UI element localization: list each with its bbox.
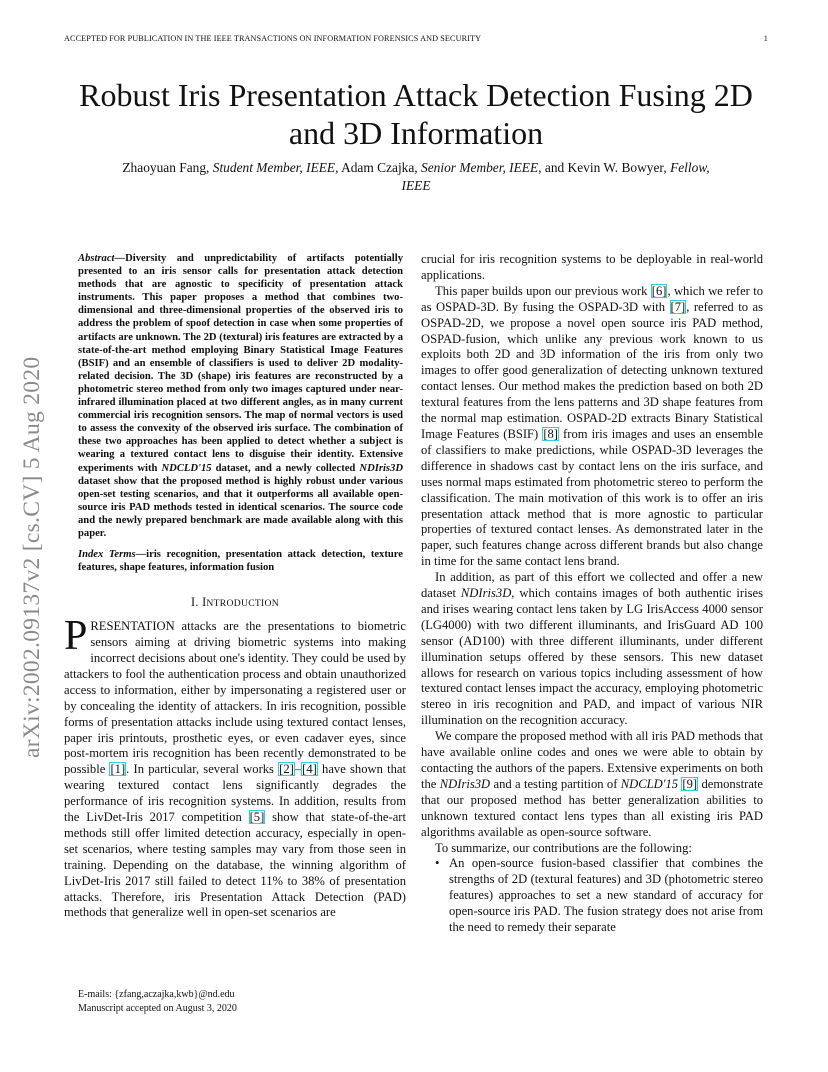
author-role: Student Member, IEEE,: [212, 160, 339, 175]
left-column: [64, 252, 406, 921]
citation-link[interactable]: [8]: [543, 426, 558, 441]
author-name: Zhaoyuan Fang,: [122, 160, 210, 175]
citation-range-dash: –: [294, 762, 302, 777]
body-paragraph: [421, 729, 763, 840]
section-numeral: I.: [190, 595, 199, 610]
body-text: , referred to as OSPAD-2D, we propose a novel open source iris PAD method, OSPAD-fusion, which unlike any previous work known to us exploits both 2D and 3D information of the iris from only two images to offer good generalization of detecting unknown textured contact lenses. Our method makes the prediction based on both 2D textural features from the lens patterns and 3D shape features from the normal map estimation. OSPAD-2D extracts Binary Statistical Image Features (BSIF): [421, 299, 763, 441]
body-paragraph: [421, 570, 763, 729]
intro-paragraph: [64, 613, 406, 921]
contribution-list: [421, 856, 763, 936]
author-name: and Kevin W. Bowyer,: [544, 160, 667, 175]
section-title-rest: NTRODUCTION: [206, 598, 280, 610]
citation-link[interactable]: [4]: [302, 762, 317, 777]
body-text: have shown that wearing textured contact lens significantly degrades the performance of iris recognition systems. In addition, results from the LivDet-Iris 2017 competition: [64, 762, 406, 825]
running-title: ACCEPTED FOR PUBLICATION IN THE IEEE TRANSACTIONS ON INFORMATION FORENSICS AND SECURITY: [64, 34, 482, 43]
abstract: [64, 252, 406, 540]
footnote-accepted: Manuscript accepted on August 3, 2020: [78, 1002, 237, 1014]
body-paragraph: crucial for iris recognition systems to be deployable in real-world applications.: [421, 252, 763, 282]
body-text: This paper builds upon our previous work: [435, 283, 651, 298]
abstract-text: dataset show that the proposed method is highly robust under various open-set testing scenarios, and that it outperforms all available open-source iris PAD methods tested in identical scenarios. The source code and the newly prepared benchmark are made available along with this paper.: [78, 475, 403, 539]
dataset-name: NDCLD'15: [161, 462, 212, 474]
citation-link[interactable]: [5]: [249, 810, 265, 825]
abstract-text: —Diversity and unpredictability of artifacts potentially presented to an iris sensor calls for presentation attack detection methods that are agnostic to specificity of presentation attack instruments. This paper proposes a method that combines two-dimensional and three-dimensional properties of the observed iris to address the problem of spoof detection in case when some properties of artifacts are unknown. The 2D (textural) iris features are extracted by a state-of-the-art method employing Binary Statistical Image Features (BSIF) and an ensemble of classifiers is used to deliver 2D modality-related decision. The 3D (shape) iris features are reconstructed by a photometric stereo method from only two images captured under near-infrared illumination placed at two different angles, as in many current commercial iris recognition sensors. The map of normal vectors is used to assess the convexity of the observed iris surface. The combination of these two approaches has been applied to detect whether a subject is wearing a textured contact lens to disguise their identity. Extensive experiments with: [78, 253, 403, 474]
citation-link[interactable]: [6]: [651, 283, 667, 298]
contribution-item: • An open-source fusion-based classifier that combines the strengths of 2D (textural features) and 3D (photometric stereo features) approaches to set a new standard of accuracy for open-source iris PAD. The fusion strategy does not arise from the need to remedy their separate: [449, 856, 763, 936]
section-title-initial: I: [202, 595, 207, 610]
dataset-name: NDIris3D: [460, 586, 512, 601]
dataset-name: NDIris3D: [359, 462, 403, 474]
footnote: [64, 988, 420, 1015]
abstract-text: dataset, and a newly collected: [211, 462, 360, 474]
body-text: show that state-of-the-art methods still offer limited detection accuracy, especially in open-set scenarios, where testing samples may vary from those seen in training. Depending on the database, the winning algorithm of LivDet-Iris 2017 still failed to detect 11% to 38% of presentation attacks. Therefore, iris Presentation Attack Detection (PAD) methods that generalize well in open-set scenarios are: [64, 810, 406, 920]
index-terms: [64, 548, 406, 574]
body-text: We compare the proposed method with all iris PAD methods that have available online codes and ones we were able to obtain by contacting the authors of the papers. Extensive experiments on both the: [421, 729, 763, 791]
footnote-emails: E-mails: {zfang,aczajka,kwb}@nd.edu: [78, 989, 235, 1000]
index-terms-label: Index Terms: [78, 549, 136, 561]
right-column: [421, 252, 763, 936]
paper-title: Robust Iris Presentation Attack Detection Fusing 2D and 3D Information: [79, 77, 753, 151]
body-text: , which we refer to as OSPAD-3D. By fusing the OSPAD-3D with: [421, 283, 764, 314]
body-paragraph: [421, 284, 763, 570]
dataset-name: NDIris3D: [439, 776, 491, 791]
citation-link[interactable]: [1]: [110, 762, 126, 777]
body-text: . In particular, several works: [126, 762, 279, 777]
body-text: demonstrate that our proposed method has better generalization abilities to unknown textured contact lens types than all existing iris PAD algorithms available as open-source software.: [421, 776, 763, 839]
citation-link[interactable]: [9]: [682, 776, 698, 791]
author-list: [110, 159, 722, 195]
arxiv-identifier-stamp: arXiv:2002.09137v2 [cs.CV] 5 Aug 2020: [19, 356, 45, 758]
index-terms-text: —iris recognition, presentation attack detection, texture features, shape features, information fusion: [78, 549, 403, 574]
drop-cap: P: [64, 613, 88, 660]
body-text: RESENTATION attacks are the presentations to biometric sensors aiming at driving biometric systems into making incorrect decisions about one's identity. They could be used by attackers to fool the authentication process and obtain unauthorized access to information, either by impersonating a registered user or by concealing the identity of attackers. In iris recognition, possible forms of presentation attacks include using textured contact lenses, paper iris printouts, prosthetic eyes, or even cadaver eyes, since post-mortem iris recognition has been recently demonstrated to be possible: [64, 619, 406, 777]
body-text: from iris images and uses an ensemble of classifiers to make predictions, while OSPAD-3D leverages the difference in shadows cast by contact lens on the iris surface, and uses normal maps estimated from photometric stereo to perform the classification. The main motivation of this work is to offer an iris presentation attack method that is more agnostic to particular properties of textured contact lenses. As demonstrated later in the paper, such features change across different brands but also change in time for the same contact lens brand.: [421, 426, 763, 569]
body-text: , which contains images of both authentic irises and irises wearing contact lens taken by LG IrisAccess 4000 sensor (LG4000) with two different illuminants, and IrisGuard AD 100 sensor (AD100) with three different illuminants, under different illumination setups offered by these sensors. This new dataset allows for research on various topics including assessment of how textured contact lenses impact the accuracy, employing photometric stereo in iris recognition and PAD, and impact of various NIR illumination on the recognition accuracy.: [421, 586, 763, 728]
section-heading-introduction: [64, 595, 406, 612]
author-name: Adam Czajka,: [341, 160, 418, 175]
body-text: In addition, as part of this effort we collected and offer a new dataset: [421, 570, 763, 601]
abstract-label: Abstract: [78, 253, 115, 264]
dataset-name: NDCLD'15: [620, 776, 679, 791]
running-header: [64, 34, 768, 43]
author-role: Senior Member, IEEE,: [421, 160, 542, 175]
body-paragraph: To summarize, our contributions are the following:: [435, 840, 692, 855]
author-role: Fellow, IEEE: [401, 160, 710, 193]
citation-link[interactable]: [2]: [279, 762, 294, 777]
page-number: 1: [763, 34, 768, 43]
body-text: and a testing partition of: [490, 776, 621, 791]
citation-link[interactable]: [7]: [670, 299, 686, 314]
